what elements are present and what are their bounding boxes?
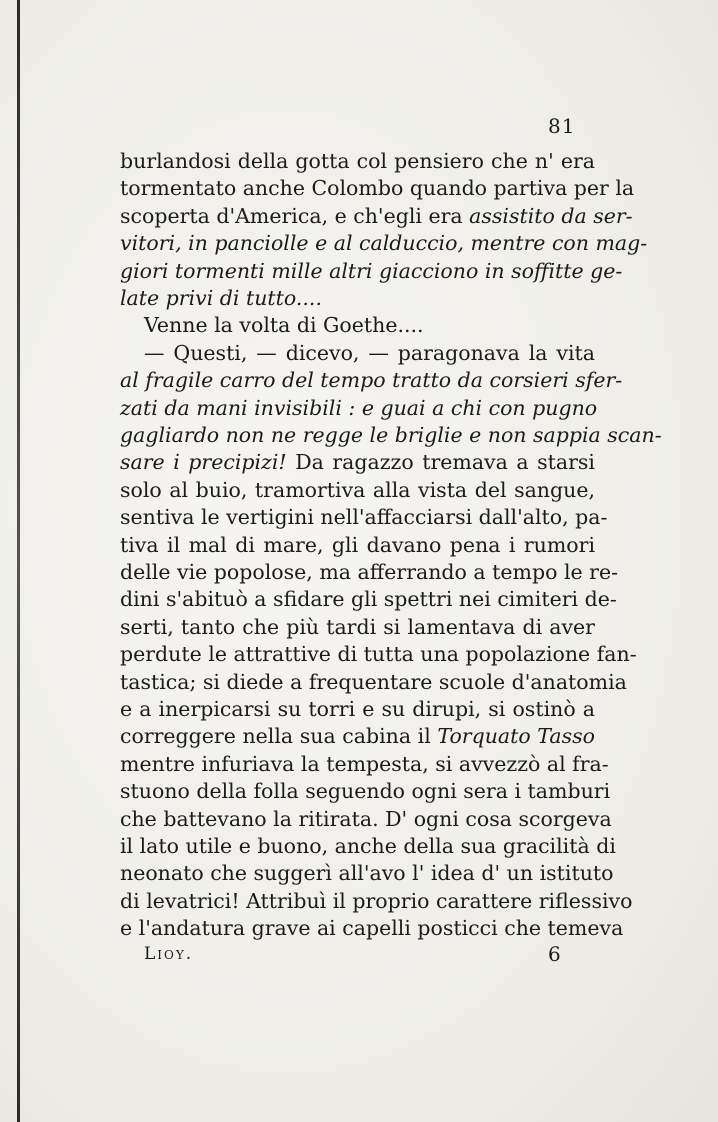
text-line: — Questi, — dicevo, — paragonava la vita — [144, 341, 595, 365]
text-line: tiva il mal di mare, gli davano pena i rumori — [120, 533, 595, 557]
text-line: dini s'abituò a sfidare gli spettri nei cimiteri de- — [120, 587, 617, 611]
text-line: zati da mani invisibili : e guai a chi con pugno — [120, 396, 598, 420]
text-line: burlandosi della gotta col pensiero che n' era — [120, 149, 595, 173]
text-line: late privi di tutto.... — [120, 286, 322, 310]
text-line: il lato utile e buono, anche della sua gracilità di — [120, 834, 616, 858]
signature-mark: Lioy. — [144, 944, 194, 964]
text-line: che battevano la ritirata. D' ogni cosa scorgeva — [120, 807, 612, 831]
page-edge-line — [17, 0, 20, 1122]
text-line: solo al buio, tramortiva alla vista del sangue, — [120, 478, 595, 502]
text-line: al fragile carro del tempo tratto da corsieri sfer- — [120, 368, 623, 392]
text-line: delle vie popolose, ma afferrando a tempo le re- — [120, 560, 619, 584]
text-line: Venne la volta di Goethe.... — [144, 313, 424, 337]
text-line: scoperta d'America, e ch'egli era assistito da ser- — [120, 204, 633, 228]
text-line: e a inerpicarsi su torri e su dirupi, si ostinò a — [120, 697, 595, 721]
text-line: correggere nella sua cabina il Torquato Tasso — [120, 724, 595, 748]
text-line: tormentato anche Colombo quando partiva per la — [120, 176, 635, 200]
text-line: di levatrici! Attribuì il proprio carattere riflessivo — [120, 889, 633, 913]
text-line: sentiva le vertigini nell'affacciarsi dall'alto, pa- — [120, 505, 608, 529]
text-line: gagliardo non ne regge le briglie e non sappia scan- — [120, 423, 662, 447]
text-line: serti, tanto che più tardi si lamentava di aver — [120, 615, 595, 639]
text-line: neonato che suggerì all'avo l' idea d' un istituto — [120, 861, 614, 885]
sheet-number: 6 — [548, 942, 561, 966]
text-line: perdute le attrattive di tutta una popolazione fan- — [120, 642, 637, 666]
text-line: e l'andatura grave ai capelli posticci che temeva — [120, 916, 624, 940]
text-line: stuono della folla seguendo ogni sera i tamburi — [120, 779, 611, 803]
text-line: tastica; si diede a frequentare scuole d'anatomia — [120, 670, 627, 694]
text-line: mentre infuriava la tempesta, si avvezzò al fra- — [120, 752, 609, 776]
text-line: giori tormenti mille altri giacciono in soffitte ge- — [120, 259, 623, 283]
page-number: 81 — [548, 114, 576, 138]
text-line: sare i precipizi! Da ragazzo tremava a starsi — [120, 450, 595, 474]
text-line: vitori, in panciolle e al calduccio, mentre con mag- — [120, 231, 648, 255]
